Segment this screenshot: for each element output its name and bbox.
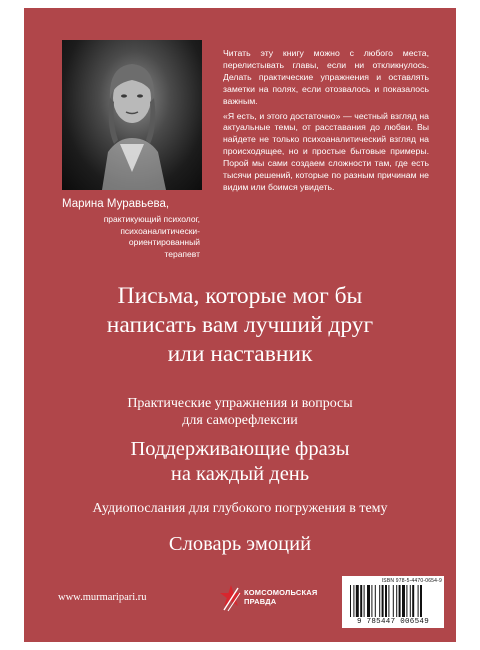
blurb-paragraph: Читать эту книгу можно с любого места, перелистывать главы, если ни откликнулось. Делать практические упражнения и оставлять заметки на полях, если отозвалось и показалось важным. — [223, 48, 429, 106]
website-link[interactable]: www.murmaripari.ru — [58, 592, 147, 603]
author-photo — [62, 40, 202, 190]
barcode — [342, 576, 444, 628]
book-blurb — [223, 48, 429, 197]
isbn-label: ISBN 978-5-4470-0654-9 — [381, 578, 442, 584]
headline — [34, 282, 446, 369]
headline-line: Письма, которые мог бы — [117, 283, 363, 309]
feature-phrases — [34, 437, 446, 487]
feature-line: Практические упражнения и вопросы — [127, 396, 353, 411]
author-role-line: терапевт — [164, 248, 200, 259]
feature-line: Поддерживающие фразы — [130, 438, 350, 460]
author-role-line: практикующий психолог, — [103, 214, 200, 224]
feature-exercises — [34, 395, 446, 429]
publisher-name-line: КОМСОМОЛЬСКАЯ — [244, 588, 318, 597]
feature-line: на каждый день — [170, 463, 310, 485]
author-role-line: психоаналитически- — [120, 225, 200, 236]
publisher-logo — [220, 584, 350, 614]
feature-dictionary: Словарь эмоций — [168, 533, 312, 555]
author-role-line: ориентированный — [128, 237, 200, 247]
feature-line: для саморефлексии — [182, 413, 298, 428]
barcode-bars-icon — [342, 585, 444, 619]
author-name: Марина Муравьева, — [62, 198, 170, 210]
book-back-cover — [24, 8, 456, 642]
publisher-name-line: ПРАВДА — [244, 597, 277, 606]
headline-line: или наставник — [167, 341, 313, 367]
author-role — [62, 214, 200, 260]
blurb-paragraph: «Я есть, и этого достаточно» — честный взгляд на актуальные темы, от расставания до любви. Вы найдете не только психоаналитический взгляд на происходящее, но и простые бытовые примеры. Порой мы сами создаем сложности там, где есть тысячи решений, которые по разным причинам не видим или боимся увидеть. — [223, 110, 429, 192]
feature-audio: Аудиопослания для глубокого погружения в тему — [92, 501, 388, 516]
star-logo-icon — [220, 584, 242, 612]
headline-line: написать вам лучший друг — [106, 312, 374, 338]
barcode-number: 9 785447 006549 — [356, 618, 429, 626]
